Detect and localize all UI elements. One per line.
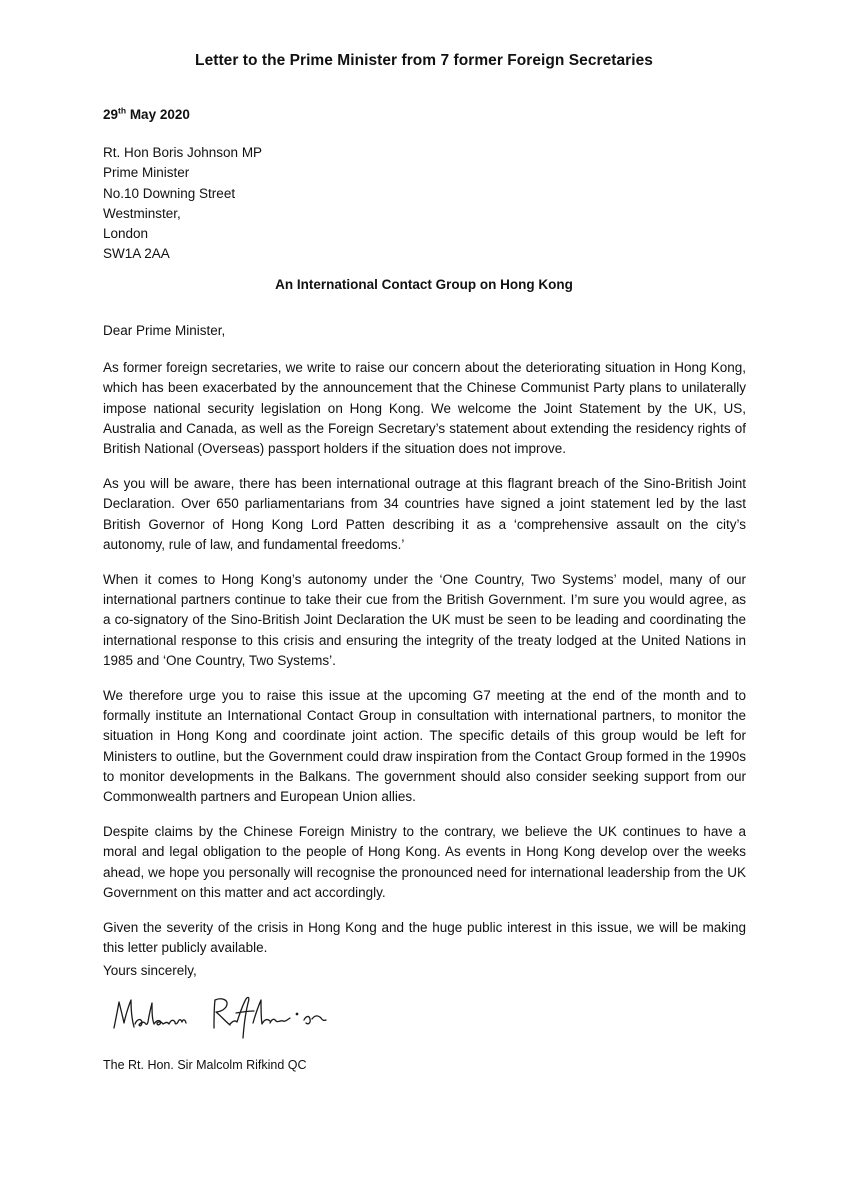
handwritten-signature [112,994,327,1042]
address-line: Westminster, [103,205,181,221]
salutation: Dear Prime Minister, [103,323,226,338]
body-paragraph: As you will be aware, there has been international outrage at this flagrant breach of the Sino-British Joint Declaration. Over 650 parliamentarians from 34 countries have signed a joint statement led by the last British Governor of Hong Kong Lord Patten describing it as a ‘comprehensive assault on the city’s autonomy, rule of law, and fundamental freedoms.’ [103,475,746,552]
letter-date [103,107,190,122]
address-line: SW1A 2AA [103,246,170,262]
date-month-year: May 2020 [126,107,190,122]
body-paragraph: When it comes to Hong Kong’s autonomy under the ‘One Country, Two Systems’ model, many of our international partners continue to take their cue from the British Government. I’m sure you would agree, as a co-signatory of the Sino-British Joint Declaration the UK must be seen to be leading and coordinating the international response to this crisis and ensuring the integrity of the treaty lodged at the United Nations in 1985 and ‘One Country, Two Systems’. [103,571,746,668]
address-line: No.10 Downing Street [103,185,236,201]
body-paragraph: Despite claims by the Chinese Foreign Ministry to the contrary, we believe the UK continues to have a moral and legal obligation to the people of Hong Kong. As events in Hong Kong develop over the weeks ahead, we hope you personally will recognise the pronounced need for international leadership from the UK Government on this matter and act accordingly. [103,823,746,900]
letter-subject: An International Contact Group on Hong Kong [275,277,573,292]
letter-title: Letter to the Prime Minister from 7 former Foreign Secretaries [195,52,653,69]
address-line: Rt. Hon Boris Johnson MP [103,145,263,160]
body-paragraph: As former foreign secretaries, we write to raise our concern about the deteriorating situation in Hong Kong, which has been exacerbated by the announcement that the Chinese Communist Party plans to unilaterally impose national security legislation on Hong Kong. We welcome the Joint Statement by the UK, US, Australia and Canada, as well as the Foreign Secretary’s statement about extending the residency rights of British National (Overseas) passport holders if the situation does not improve. [103,360,746,457]
recipient-address [103,143,262,265]
closing: Yours sincerely, [103,963,197,978]
date-day: 29 [103,107,119,122]
body-paragraph: We therefore urge you to raise this issue at the upcoming G7 meeting at the end of the month and to formally institute an International Contact Group in consultation with international partners, to monitor the situation in Hong Kong and coordinate joint action. The specific details of this group would be left for Ministers to outline, but the Government could draw inspiration from the Contact Group formed in the 1990s to monitor developments in the Balkans. The government should also consider seeking support from our Commonwealth partners and European Union allies. [103,687,746,805]
letter-body [103,358,746,973]
address-line: Prime Minister [103,165,190,181]
signer-name: The Rt. Hon. Sir Malcolm Rifkind QC [103,1058,307,1072]
address-line: London [103,226,149,242]
body-paragraph: Given the severity of the crisis in Hong Kong and the huge public interest in this issue, we will be making this letter publicly available. [103,919,746,955]
date-suffix: th [118,105,127,116]
